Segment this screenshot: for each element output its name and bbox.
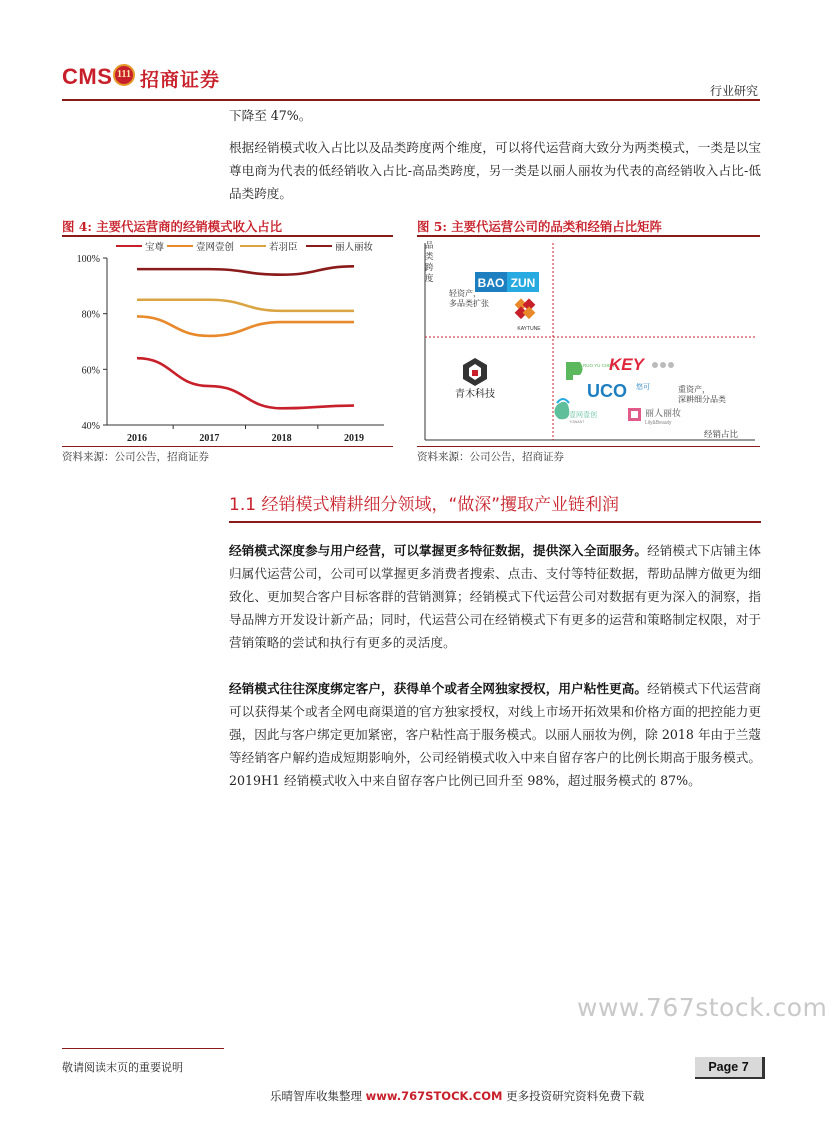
legend-line-liren xyxy=(306,245,332,247)
body-paragraph-1-lead: 经销模式深度参与用户经营，可以掌握更多特征数据，提供深入全面服务。 xyxy=(229,543,648,558)
body-paragraph-2-text: 经销模式下代运营商可以获得某个或者全网电商渠道的官方独家授权，对线上市场开拓效果和价格方面的把控能力更强，因此与客户绑定更加紧密，客户粘性高于服务模式。以丽人丽妆为例，除 2018 年由于兰蔻等经销客户解约造成短期影响外，公司经销模式收入中来自留存客户的比例长期高于服务模式。2019H1 经销模式收入中来自留存客户比例已回升至 98%，超过服务模式的 87%。 xyxy=(229,681,762,788)
legend-label-liren: 丽人丽妆 xyxy=(335,242,374,253)
ruoyuchen-logo xyxy=(566,362,614,380)
matrix-topleft-label-2: 多品类扩张 xyxy=(449,299,489,308)
figure4-line-chart xyxy=(62,250,394,450)
baozun-logo xyxy=(475,272,539,292)
liren-logo-en-text: Lily&Beauty xyxy=(645,420,672,426)
figure4-bottom-rule xyxy=(62,446,393,447)
baozun-logo-text-b: ZUN xyxy=(510,276,536,290)
body-paragraph-1-text: 经销模式下店铺主体归属代运营公司，公司可以掌握更多消费者搜索、点击、支付等特征数据，帮助品牌方做更为细致化、更加契合客户目标客群的营销测算；经销模式下代运营公司对数据有更为深入的洞察，指导品牌方开发设计新产品；同时，代运营公司在经销模式下有更多的运营和策略制定权限，对于营销策略的尝试和执行有更多的灵活度。 xyxy=(229,543,762,650)
liren-logo xyxy=(628,407,681,426)
footer-note: 敬请阅读末页的重要说明 xyxy=(62,1061,183,1074)
chart4-series-line-0 xyxy=(137,358,354,408)
logo-chinese-name: 招商证券 xyxy=(140,69,221,91)
legend-label-baozun: 宝尊 xyxy=(145,242,165,253)
logo-cms-text: CMS xyxy=(62,64,113,89)
yiwang-logo-en-text: YOWANT xyxy=(569,420,585,424)
section-heading-rule xyxy=(229,521,761,523)
qingmu-logo xyxy=(455,358,495,400)
chart4-x-tick-label: 2018 xyxy=(271,433,292,444)
body-paragraph-2-lead: 经销模式往往深度绑定客户，获得单个或者全网独家授权，用户粘性更高。 xyxy=(229,681,648,696)
chart4-y-tick-label: 80% xyxy=(81,309,100,321)
legend-label-ruoyuchen: 若羽臣 xyxy=(269,242,298,253)
ruoyuchen-logo-text: RUO YU CHEN xyxy=(583,363,615,368)
header-divider xyxy=(62,99,760,101)
logo-badge-icon: 111 xyxy=(113,64,135,86)
figure5-title: 图 5: 主要代运营公司的品类和经销占比矩阵 xyxy=(417,219,662,234)
baozun-logo-text-a: BAO xyxy=(477,276,505,290)
kaytune-logo-text: KAYTUNE xyxy=(517,326,541,332)
yiwang-logo-text: 壹网壹创 xyxy=(569,411,597,419)
body-paragraph-2 xyxy=(229,677,761,792)
bottom-banner-prefix: 乐晴智库收集整理 xyxy=(270,1089,366,1103)
kaytune-logo xyxy=(515,298,542,332)
chart4-series-line-3 xyxy=(137,266,354,274)
chart4-y-tick-label: 60% xyxy=(81,365,100,377)
matrix-x-axis-label: 经销占比 xyxy=(704,430,739,440)
chart4-y-tick-label: 40% xyxy=(81,421,100,432)
bottom-banner-suffix: 更多投资研究资料免费下载 xyxy=(502,1089,645,1103)
legend-line-yiwang xyxy=(167,245,193,247)
yiwang-logo xyxy=(554,399,597,424)
uco-logo-cn-text: 悠可 xyxy=(636,383,650,391)
figure5-matrix xyxy=(417,237,760,447)
key-logo-text: KEY xyxy=(609,355,644,374)
section-heading: 1.1 经销模式精耕细分领域，“做深”攫取产业链利润 xyxy=(229,495,620,515)
intro-paragraph: 根据经销模式收入占比以及品类跨度两个维度，可以将代运营商大致分为两类模式，一类是以宝尊电商为代表的低经销收入占比-高品类跨度，另一类是以丽人丽妆为代表的高经销收入占比-低品类跨度。 xyxy=(229,140,761,201)
chart4-x-tick-label: 2019 xyxy=(344,433,364,444)
matrix-bottomright-label-1: 重资产， xyxy=(678,385,710,394)
uco-logo xyxy=(587,381,650,401)
figure4-title: 图 4: 主要代运营商的经销模式收入占比 xyxy=(62,219,283,234)
matrix-topleft-label-1: 轻资产， xyxy=(449,289,481,298)
legend-line-ruoyuchen xyxy=(240,245,266,247)
figure5-bottom-rule xyxy=(417,446,760,447)
matrix-bottomright-label-2: 深耕细分品类 xyxy=(678,395,726,404)
watermark-url: www.767stock.com xyxy=(577,993,827,1022)
figure5-source: 资料来源：公司公告，招商证券 xyxy=(417,451,564,463)
legend-label-yiwang: 壹网壹创 xyxy=(196,242,235,253)
key-logo xyxy=(609,355,674,374)
footer-rule xyxy=(62,1048,224,1049)
chart4-series-line-1 xyxy=(137,316,354,335)
matrix-y-axis-label: 品类跨度 xyxy=(425,241,434,284)
figure4-title-rule xyxy=(62,235,393,237)
chart4-y-tick-label: 100% xyxy=(76,254,100,265)
chart4-series-line-2 xyxy=(137,300,354,311)
chart4-x-tick-label: 2017 xyxy=(199,433,220,444)
section-tag: 行业研究 xyxy=(709,84,758,98)
uco-logo-text: UCO xyxy=(587,381,627,401)
intro-line: 下降至 47%。 xyxy=(229,108,312,123)
legend-line-baozun xyxy=(116,245,142,247)
bottom-banner xyxy=(270,1088,644,1104)
qingmu-logo-text: 青木科技 xyxy=(455,389,495,400)
page-number-badge: Page 7 xyxy=(695,1057,765,1079)
body-paragraph-1 xyxy=(229,539,761,654)
liren-logo-text: 丽人丽妆 xyxy=(645,409,682,419)
chart4-x-tick-label: 2016 xyxy=(127,433,147,444)
figure4-source: 资料来源：公司公告，招商证券 xyxy=(62,451,209,463)
bottom-banner-url[interactable]: www.767STOCK.COM xyxy=(365,1089,503,1103)
